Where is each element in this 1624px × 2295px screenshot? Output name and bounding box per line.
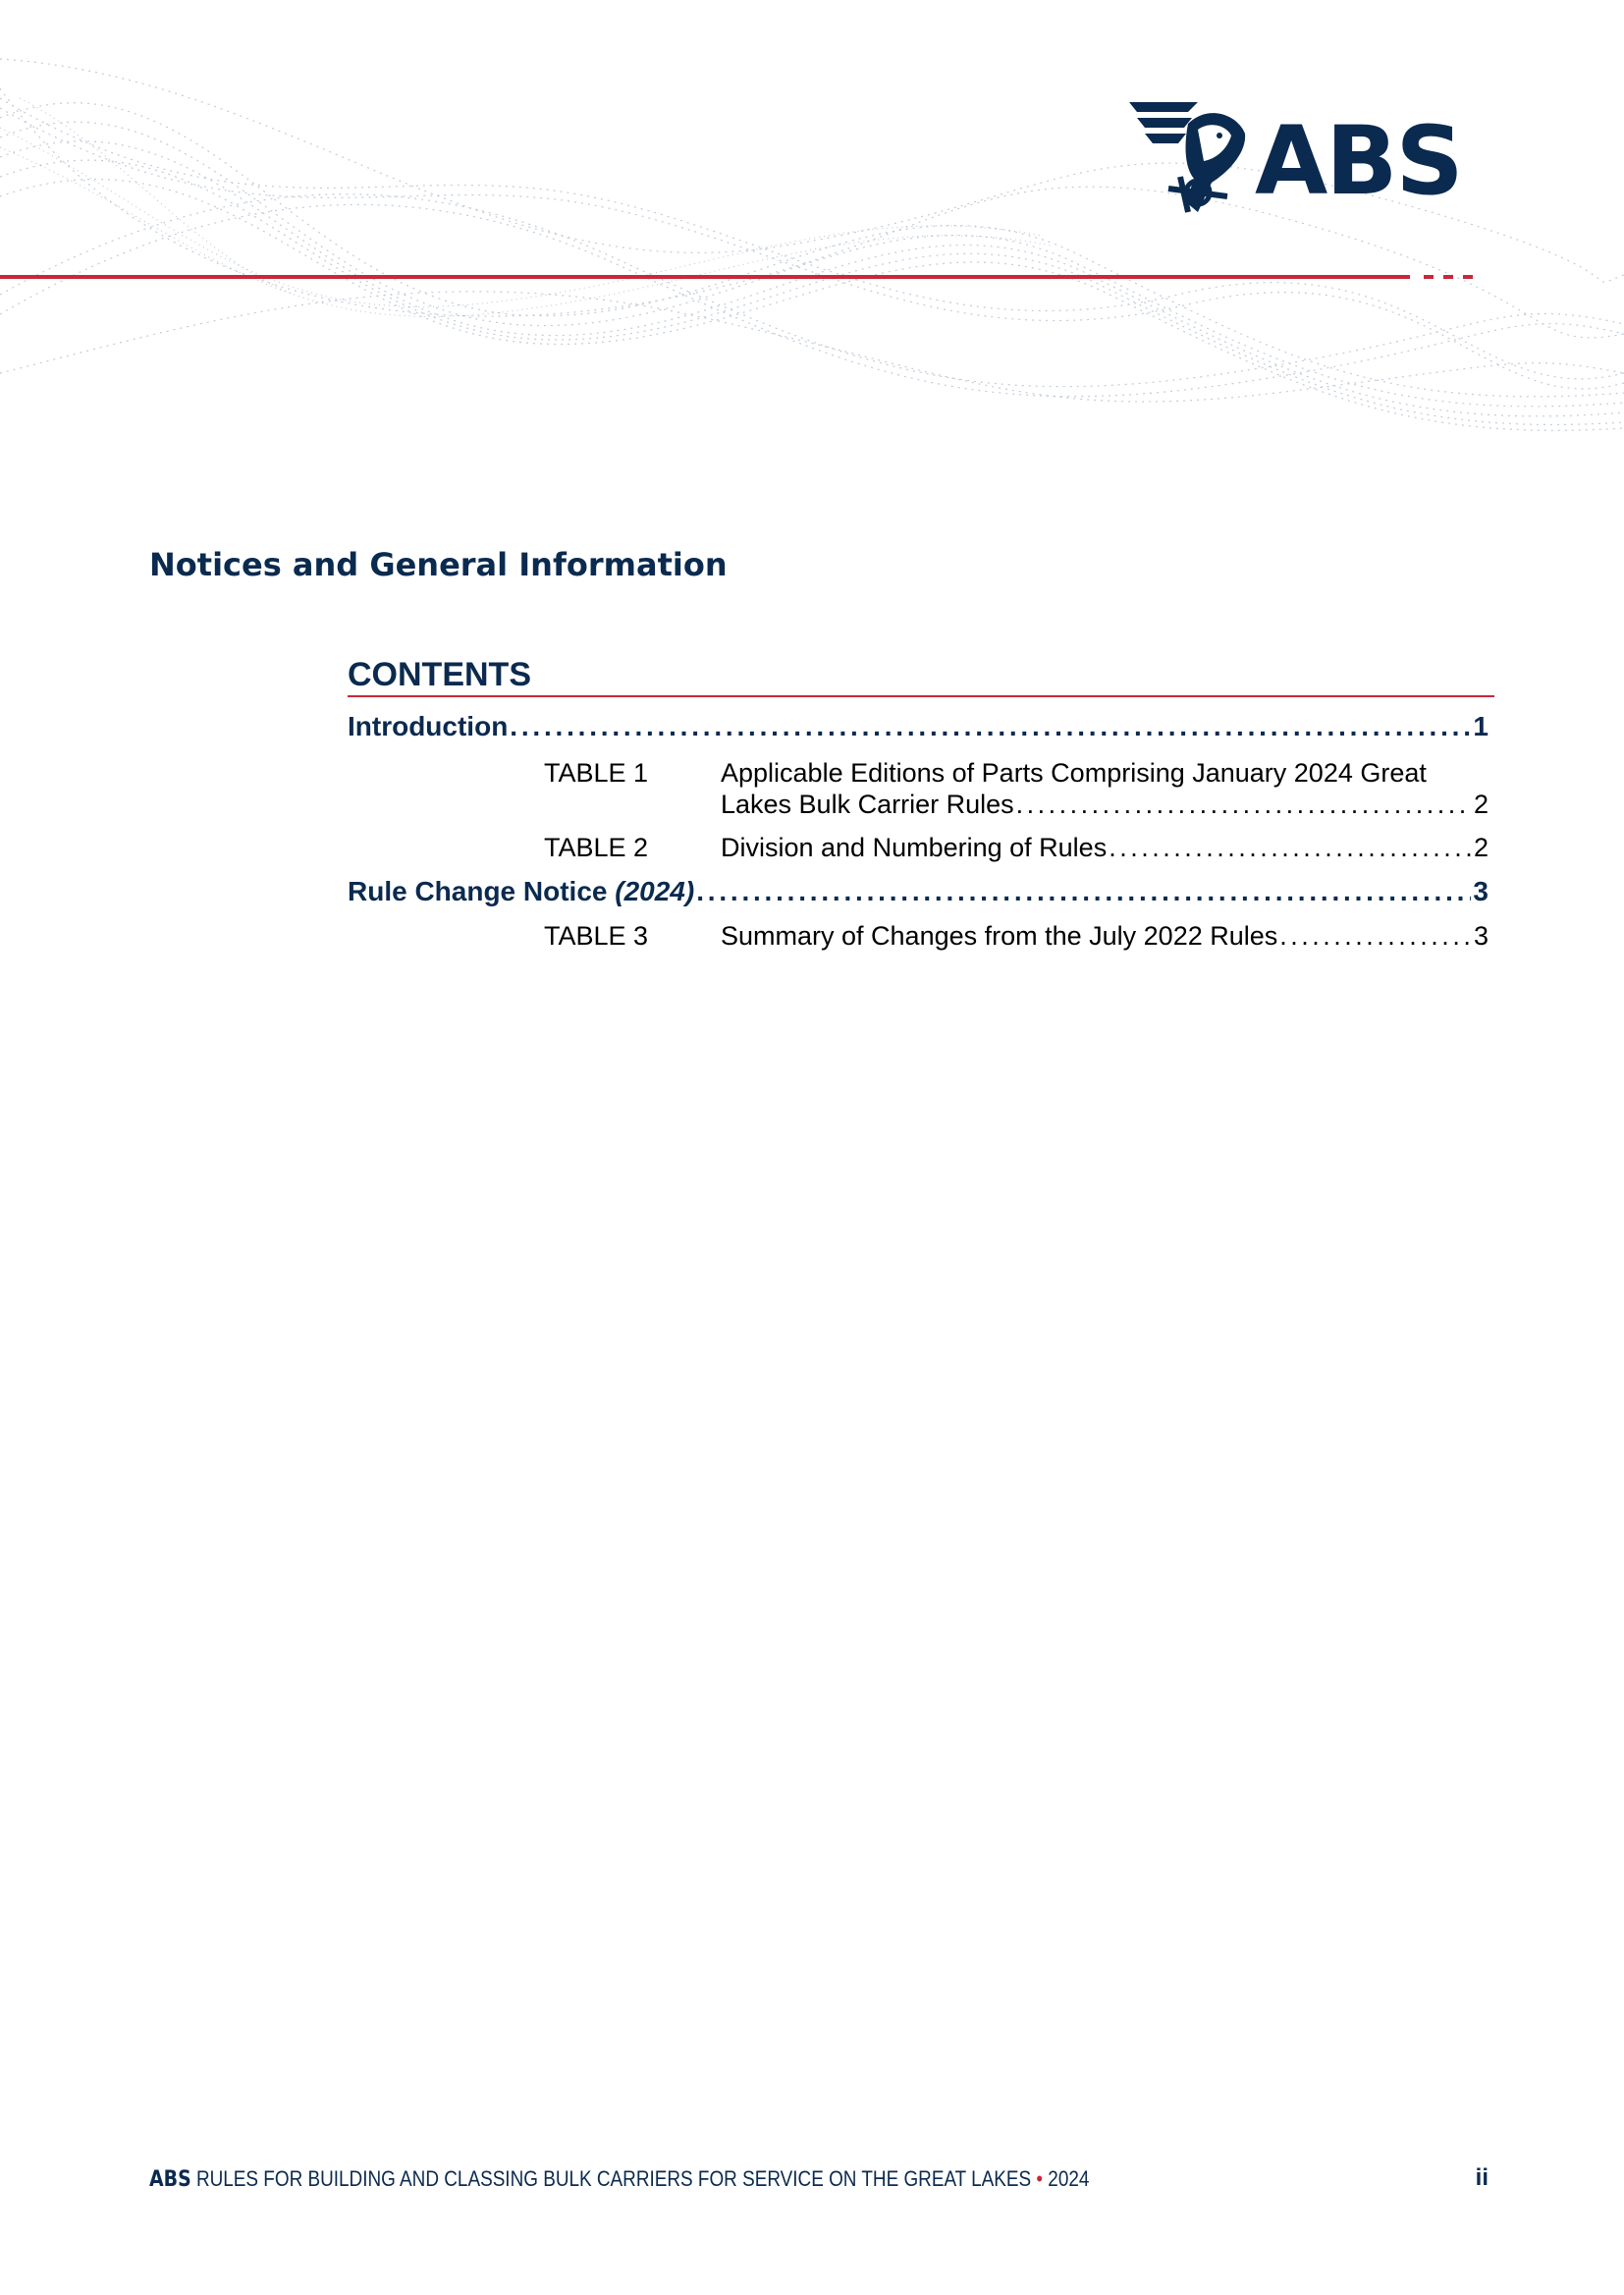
header-red-dash [1443, 275, 1453, 279]
toc-leader-dots [1016, 790, 1472, 820]
header-red-rule [0, 275, 1410, 279]
eagle-icon [1129, 94, 1257, 222]
footer-bullet: • [1036, 2166, 1044, 2191]
toc-entry-table2[interactable] [721, 833, 1489, 863]
abs-logo [1139, 94, 1492, 232]
page-footer [149, 2166, 1301, 2192]
toc-entry-label: Rule Change Notice [348, 876, 616, 906]
toc-table-desc-line1[interactable]: Applicable Editions of Parts Comprising January 2024 Great [721, 758, 1427, 788]
toc-entry-label: Lakes Bulk Carrier Rules [721, 790, 1014, 819]
footer-abs: ABS [149, 2167, 191, 2192]
toc-leader-dots [1279, 921, 1472, 952]
toc-entry-page: 3 [1473, 876, 1489, 906]
toc-entry-table3[interactable] [721, 921, 1489, 952]
page-title: Notices and General Information [149, 546, 728, 583]
footer-title: RULES FOR BUILDING AND CLASSING BULK CARRIERS FOR SERVICE ON THE GREAT LAKES [190, 2166, 1037, 2191]
toc-entry-label-wrap [348, 876, 694, 907]
toc-entry-page: 2 [1473, 790, 1489, 819]
toc-table-id[interactable]: TABLE 2 [544, 833, 649, 862]
toc-entry-introduction[interactable] [348, 711, 1489, 742]
header-red-dash [1463, 275, 1473, 279]
header-red-dash [1424, 275, 1434, 279]
toc-entry-label: Introduction [348, 711, 509, 741]
toc-leader-dots [696, 876, 1471, 907]
toc-entry-page: 1 [1473, 711, 1489, 741]
toc-leader-dots [510, 711, 1471, 742]
toc-entry-label: Division and Numbering of Rules [721, 833, 1108, 862]
toc-entry-table1[interactable] [721, 790, 1489, 820]
toc-entry-page: 3 [1473, 921, 1489, 951]
toc-table-id[interactable]: TABLE 3 [544, 921, 649, 951]
toc-table-id[interactable]: TABLE 1 [544, 758, 649, 788]
toc-leader-dots [1109, 833, 1472, 863]
page-number: ii [1475, 2164, 1489, 2191]
contents-heading: CONTENTS [348, 656, 531, 693]
toc-entry-label-year: (2024) [615, 876, 695, 906]
footer-year: 2024 [1043, 2166, 1090, 2191]
toc-entry-page: 2 [1473, 833, 1489, 862]
contents-divider [348, 695, 1494, 697]
toc-entry-label: Summary of Changes from the July 2022 Rules [721, 921, 1278, 951]
toc-entry-rule-change[interactable] [348, 876, 1489, 907]
logo-wordmark: ABS [1255, 106, 1462, 216]
